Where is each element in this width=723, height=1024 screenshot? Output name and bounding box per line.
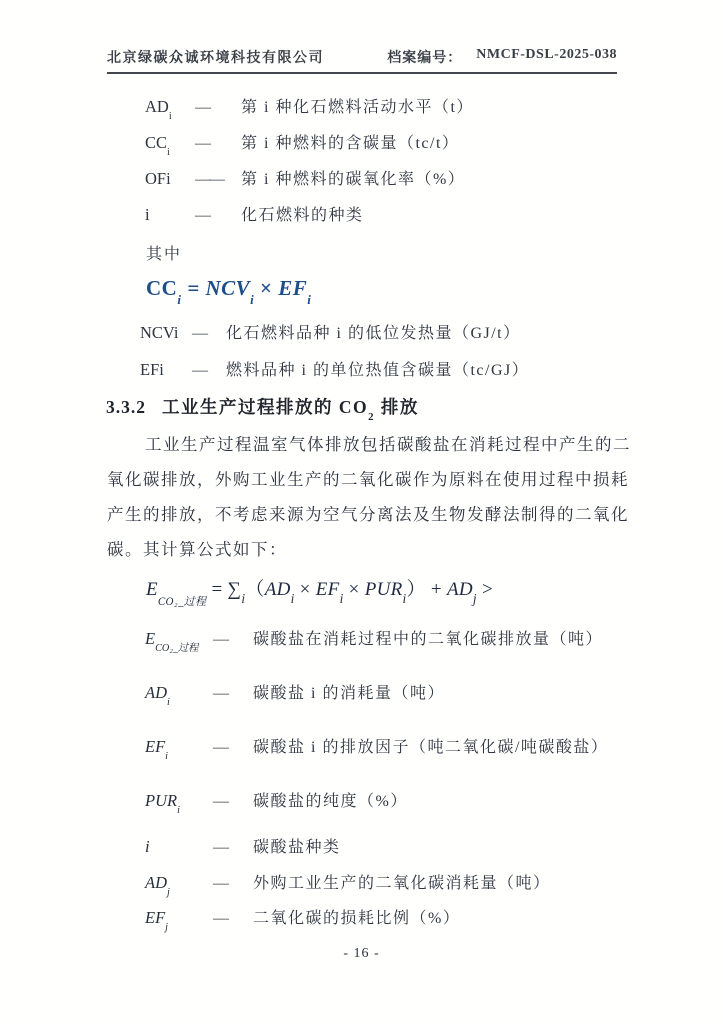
definition-row-puri [145, 788, 620, 817]
symbol: $PUR_i$ [145, 791, 180, 817]
dash: — [195, 135, 211, 152]
section-heading-3-3-2 [106, 394, 419, 423]
paragraph-line: 产生的排放，不考虑来源为空气分离法及生物发酵法制得的二氧化 [107, 505, 629, 524]
symbol: i [145, 837, 150, 856]
definition-row-cci [145, 130, 615, 166]
definition-row-adi [145, 94, 615, 130]
dash: — [213, 793, 229, 810]
symbol: i [145, 205, 150, 224]
description: 燃料品种 i 的单位热值含碳量（tc/GJ） [226, 362, 530, 379]
page-header [107, 46, 617, 74]
ncv-definition-list [140, 320, 615, 394]
description: 二氧化碳的损耗比例（%） [253, 910, 461, 927]
description: 碳酸盐种类 [253, 839, 341, 856]
archive-info [387, 47, 617, 67]
body-paragraph [107, 427, 631, 567]
archive-label: 档案编号： [387, 51, 463, 66]
definition-row-i [145, 202, 615, 238]
section-number: 3.3.2 [106, 397, 146, 417]
definition-row-efi [145, 734, 620, 763]
definition-row-efj [145, 905, 620, 934]
dash: — [192, 362, 208, 379]
description: 碳酸盐在消耗过程中的二氧化碳排放量（吨） [253, 631, 604, 648]
description: 外购工业生产的二氧化碳消耗量（吨） [253, 875, 551, 892]
symbol: $EF_i$ [145, 737, 169, 763]
description: 第 i 种燃料的含碳量（tc/t） [241, 135, 460, 152]
definition-row-efi [140, 357, 615, 394]
formula-cc-ncv-ef: $CC_i = NCV_i \times EF_i$ [146, 276, 312, 308]
dash: — [213, 739, 229, 756]
dash: — [213, 839, 229, 856]
description: 第 i 种化石燃料活动水平（t） [241, 99, 474, 116]
description: 第 i 种燃料的碳氧化率（%） [241, 171, 466, 188]
symbol: $E_{CO_2\_过程}$ [145, 629, 199, 655]
archive-number: NMCF-DSL-2025-038 [476, 47, 617, 62]
dash: — [213, 631, 229, 648]
dash: —— [195, 171, 223, 188]
symbol: NCVi [140, 323, 179, 342]
description: 碳酸盐的纯度（%） [253, 793, 408, 810]
among-which-label: 其中 [146, 246, 183, 263]
section-title: 工业生产过程排放的 $CO_2$ 排放 [162, 397, 419, 423]
definition-row-e-process [145, 626, 620, 655]
paragraph-line: 碳。其计算公式如下： [107, 540, 287, 559]
definition-row-ofi [145, 166, 615, 202]
symbol: $EF_j$ [145, 908, 169, 934]
paragraph-line: 工业生产过程温室气体排放包括碳酸盐在消耗过程中产生的二 [145, 435, 631, 454]
definition-row-ncvi [140, 320, 615, 357]
description: 化石燃料的种类 [241, 207, 364, 224]
dash: — [213, 685, 229, 702]
fuel-definition-list [145, 94, 615, 238]
symbol: OFi [145, 169, 171, 188]
dash: — [213, 875, 229, 892]
paragraph-line: 氧化碳排放，外购工业生产的二氧化碳作为原料在使用过程中损耗 [107, 470, 629, 489]
symbol: $AD_i$ [145, 97, 172, 123]
symbol: $AD_i$ [145, 683, 170, 709]
description: 碳酸盐 i 的消耗量（吨） [253, 685, 445, 702]
symbol: $AD_j$ [145, 873, 170, 899]
description: 化石燃料品种 i 的低位发热量（GJ/t） [226, 325, 521, 342]
symbol: EFi [140, 360, 164, 379]
dash: — [213, 910, 229, 927]
definition-row-adj [145, 870, 620, 899]
symbol: $CC_i$ [145, 133, 170, 159]
definition-row-i [145, 834, 620, 860]
dash: — [195, 207, 211, 224]
definition-row-adi [145, 680, 620, 709]
dash: — [192, 325, 208, 342]
process-definition-list [145, 626, 620, 934]
description: 碳酸盐 i 的排放因子（吨二氧化碳/吨碳酸盐） [253, 739, 609, 756]
dash: — [195, 99, 211, 116]
company-name: 北京绿碳众诚环境科技有限公司 [107, 51, 324, 66]
page-number: - 16 - [343, 946, 380, 961]
formula-e-co2-process: $E_{CO_2\_过程} = \sum_i(AD_i \times EF_i \times PUR_i) + AD_j$ > [146, 579, 493, 608]
